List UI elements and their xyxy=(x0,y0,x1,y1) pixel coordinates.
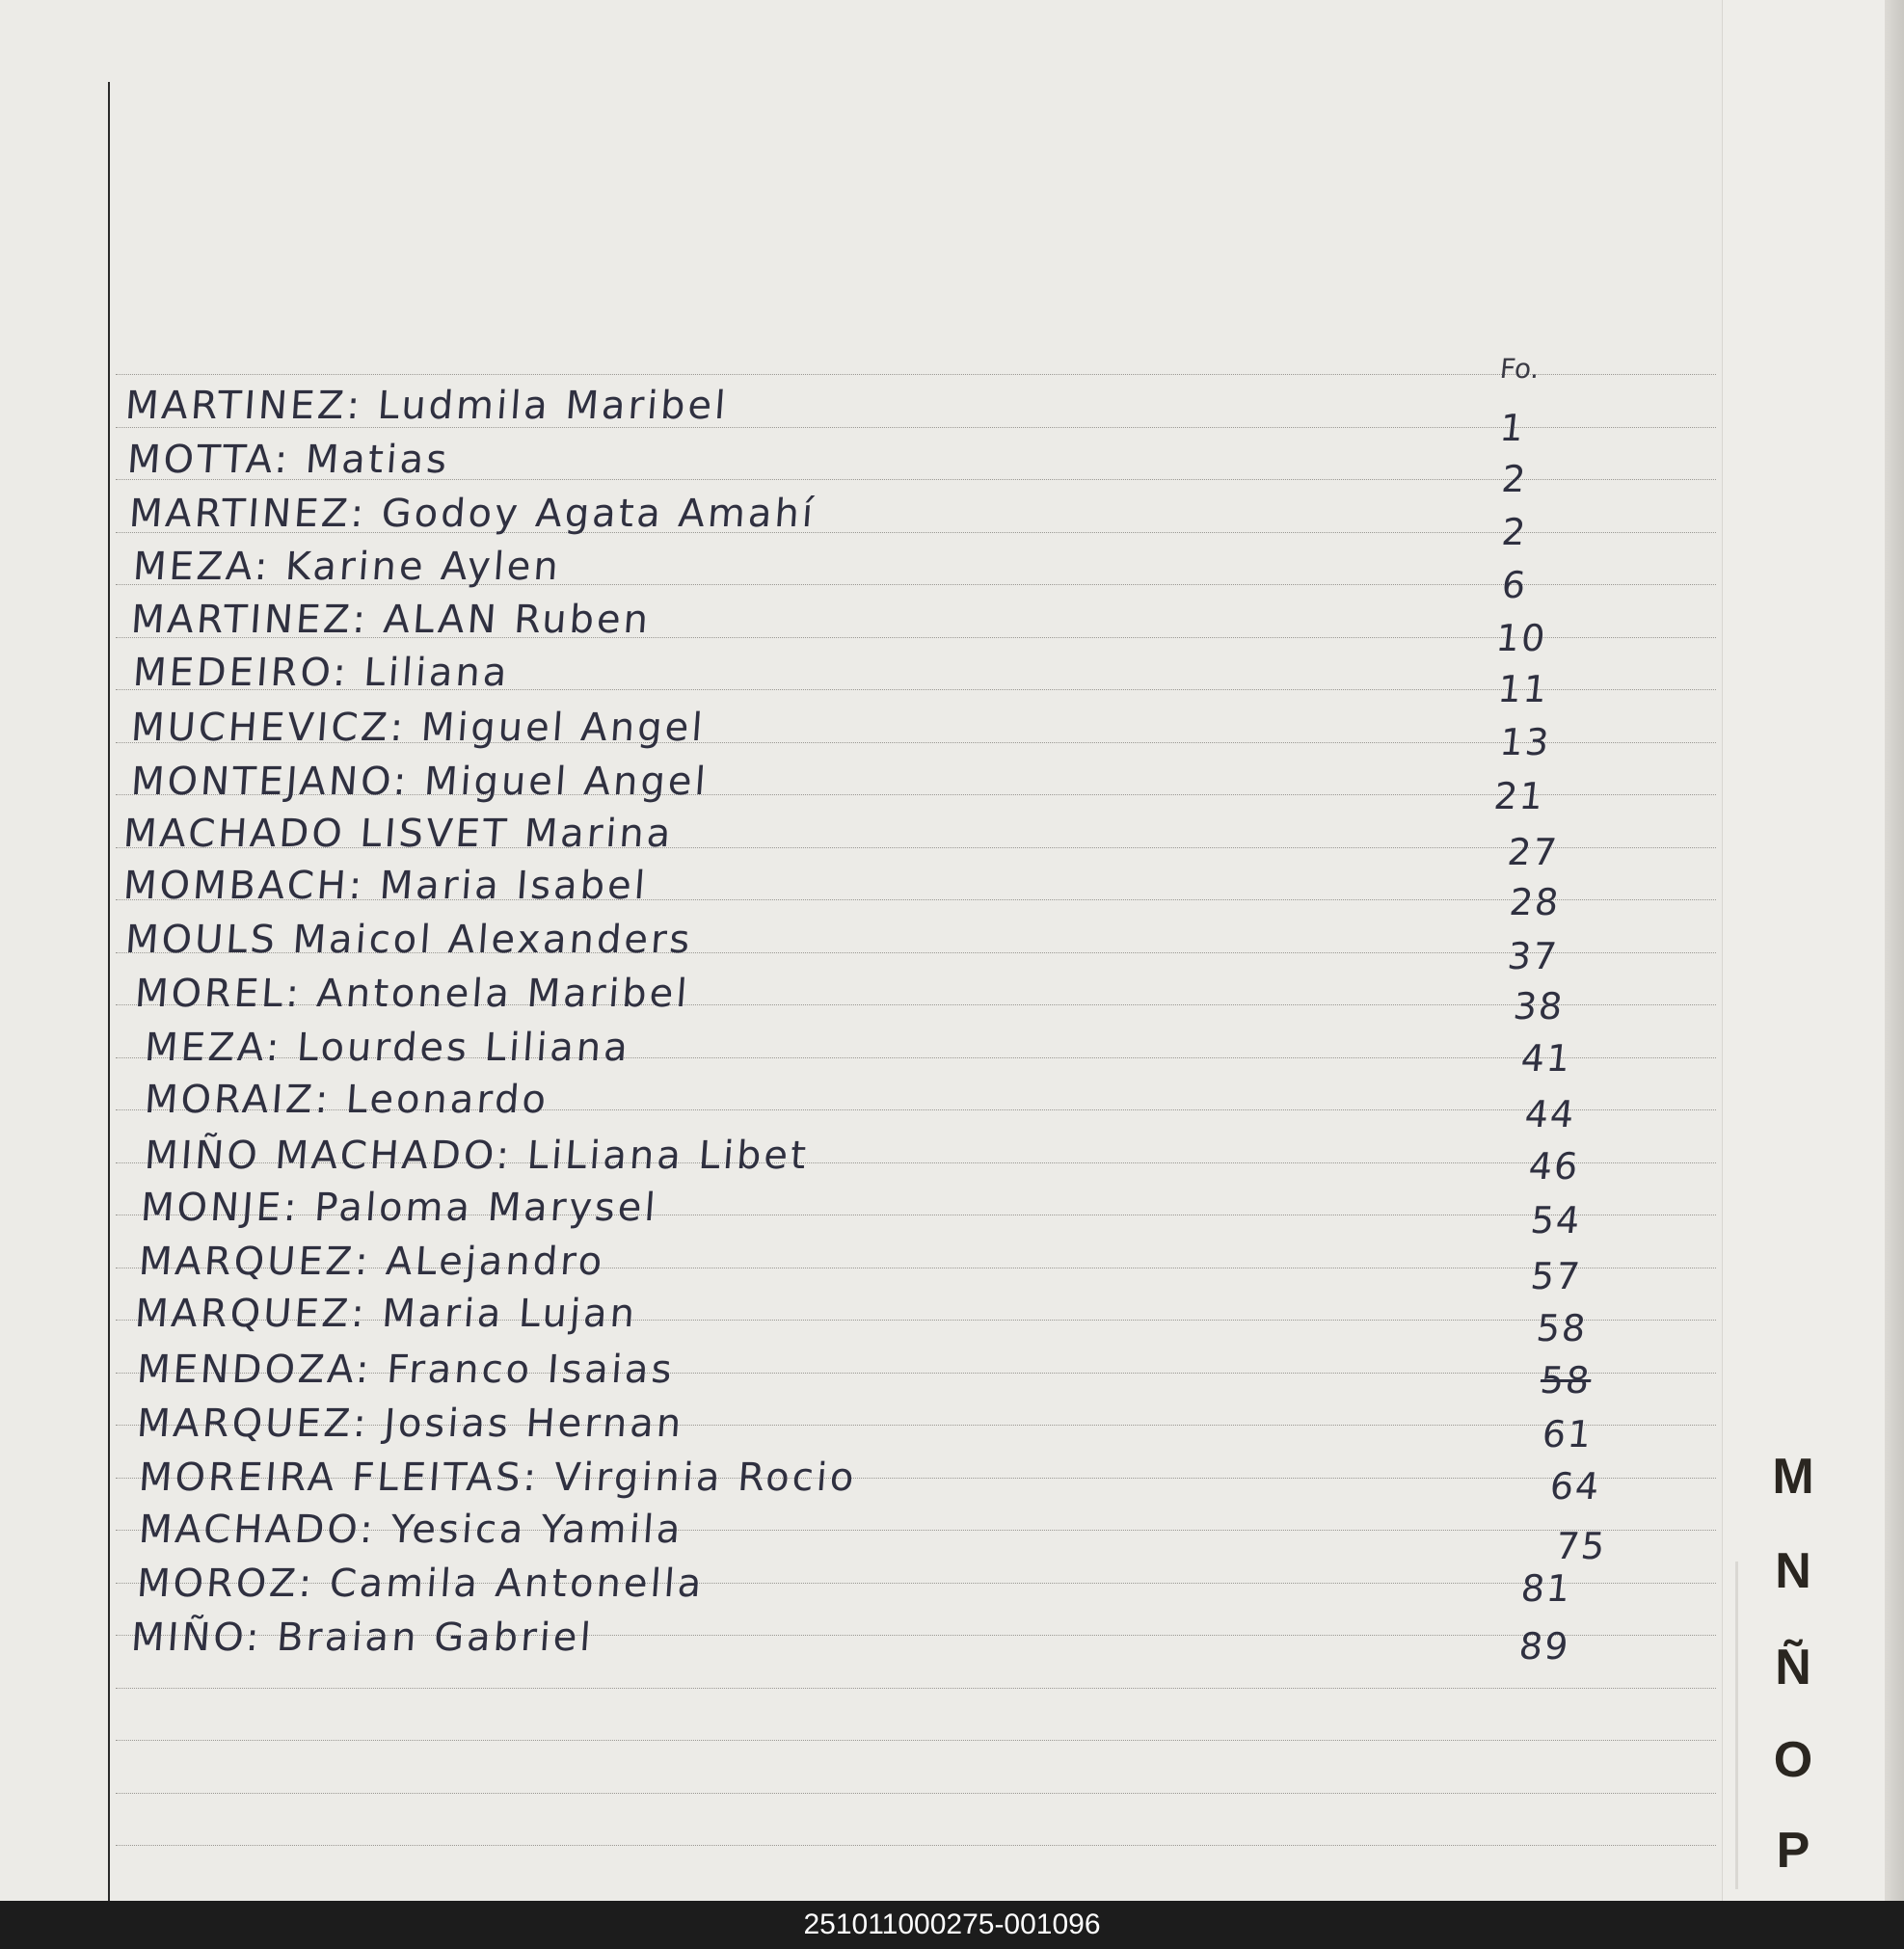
index-tab-edge xyxy=(1735,1562,1738,1889)
entry-folio-struck: 58 xyxy=(1538,1359,1594,1402)
entry-name: MARTINEZ: Ludmila Maribel xyxy=(123,384,730,428)
entry-name: MARQUEZ: Maria Lujan xyxy=(133,1292,639,1336)
ruled-line xyxy=(116,1688,1716,1689)
entry-folio: 75 xyxy=(1553,1525,1609,1567)
entry-name: MOROZ: Camila Antonella xyxy=(135,1562,706,1606)
entry-name: MIÑO MACHADO: LiLiana Libet xyxy=(143,1134,811,1178)
entry-name: MOREIRA FLEITAS: Virginia Rocio xyxy=(137,1455,858,1500)
entry-folio: 2 xyxy=(1499,458,1530,500)
entry-name: MENDOZA: Franco Isaias xyxy=(135,1348,677,1392)
entry-name: MARTINEZ: ALAN Ruben xyxy=(129,598,653,642)
entry-folio: 2 xyxy=(1499,511,1530,553)
entry-folio: 89 xyxy=(1516,1625,1572,1668)
entry-folio: 11 xyxy=(1495,668,1551,710)
entry-folio: 61 xyxy=(1540,1413,1596,1455)
entry-folio: 81 xyxy=(1518,1567,1574,1610)
index-tab-m[interactable]: M xyxy=(1772,1449,1814,1505)
entry-folio: 6 xyxy=(1499,564,1530,606)
index-tab-o[interactable]: O xyxy=(1773,1732,1813,1788)
entry-name: MACHADO: Yesica Yamila xyxy=(137,1508,684,1552)
entry-folio: 46 xyxy=(1526,1145,1582,1188)
margin-line xyxy=(108,82,110,1901)
index-tab-n[interactable]: N xyxy=(1775,1543,1811,1599)
entry-name: MARQUEZ: Josias Hernan xyxy=(135,1402,685,1446)
entry-name: MOMBACH: Maria Isabel xyxy=(121,864,650,908)
entry-folio: 28 xyxy=(1507,881,1563,923)
alphabet-index-strip xyxy=(1722,0,1887,1901)
entry-folio: 37 xyxy=(1505,935,1561,977)
entry-name: MOTTA: Matias xyxy=(125,438,451,482)
entry-folio: 1 xyxy=(1497,407,1528,449)
ruled-line xyxy=(116,1793,1716,1794)
entry-folio: 54 xyxy=(1528,1199,1584,1241)
entry-folio: 57 xyxy=(1528,1255,1584,1297)
index-tab-n-tilde[interactable]: Ñ xyxy=(1775,1640,1811,1695)
entry-folio: 41 xyxy=(1518,1037,1574,1080)
entry-name: MEZA: Lourdes Liliana xyxy=(143,1026,632,1070)
entry-name: MIÑO: Braian Gabriel xyxy=(129,1615,596,1660)
entry-folio: 13 xyxy=(1497,721,1553,763)
ruled-line xyxy=(116,1740,1716,1741)
entry-name: MEDEIRO: Liliana xyxy=(131,651,512,695)
entry-folio: 64 xyxy=(1547,1465,1603,1508)
entry-name: MOREL: Antonela Maribel xyxy=(133,972,692,1016)
entry-folio: 10 xyxy=(1493,617,1549,659)
document-id-footer: 251011000275-001096 xyxy=(0,1901,1904,1949)
entry-folio: 38 xyxy=(1511,985,1567,1028)
entry-name: MUCHEVICZ: Miguel Angel xyxy=(129,706,707,750)
entry-name: MONJE: Paloma Marysel xyxy=(139,1186,660,1230)
entry-folio: 58 xyxy=(1534,1307,1590,1349)
entry-name: MOULS Maicol Alexanders xyxy=(123,918,694,962)
folio-header: Fo. xyxy=(1498,353,1542,385)
entry-name: MARTINEZ: Godoy Agata Amahí xyxy=(127,492,818,536)
entry-name: MARQUEZ: ALejandro xyxy=(137,1240,606,1284)
index-tab-p[interactable]: P xyxy=(1776,1823,1810,1879)
entry-folio: 27 xyxy=(1505,831,1561,873)
entry-name: MEZA: Karine Aylen xyxy=(131,545,563,589)
entry-name: MONTEJANO: Miguel Angel xyxy=(129,760,711,804)
entry-folio: 21 xyxy=(1491,775,1547,817)
entry-folio: 44 xyxy=(1522,1093,1578,1135)
ruled-line xyxy=(116,374,1716,375)
entry-name: MACHADO LISVET Marina xyxy=(121,812,675,856)
entry-name: MORAIZ: Leonardo xyxy=(143,1078,550,1122)
page-edge xyxy=(1885,0,1904,1901)
ruled-line xyxy=(116,1845,1716,1846)
